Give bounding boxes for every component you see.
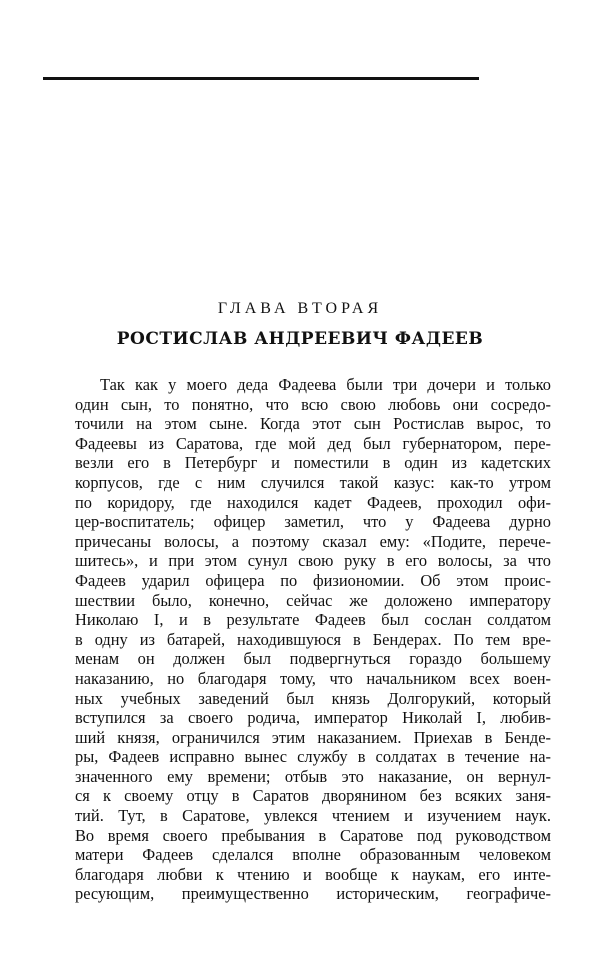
chapter-number-heading: ГЛАВА ВТОРАЯ <box>217 300 383 317</box>
text-line: причесаны волосы, а поэтому сказал ему: «Подите, перече- <box>75 531 551 551</box>
text-line: ры, Фадеев исправно вынес службу в солдатах в течение на- <box>75 747 551 767</box>
text-line: в одну из батарей, находившуюся в Бендерах. По тем вре- <box>75 629 551 649</box>
text-line: Во время своего пребывания в Саратове под руководством <box>75 825 551 845</box>
text-line: вступился за своего родича, император Николай I, любив- <box>75 708 551 728</box>
text-line: Так как у моего деда Фадеева были три дочери и только <box>100 375 551 394</box>
text-line: точили на этом сыне. Когда этот сын Ростислав вырос, то <box>75 414 551 434</box>
text-line: один сын, то понятно, что всю свою любовь они сосредо- <box>75 394 551 414</box>
text-line: Фадеевы из Саратова, где мой дед был губернатором, пере- <box>75 433 551 453</box>
text-line: шествии было, конечно, сейчас же доложено императору <box>75 590 551 610</box>
text-line: корпусов, где с ним случился такой казус: как-то утром <box>75 472 551 492</box>
text-line: наказанию, но благодаря тому, что начальником всех воен- <box>75 668 551 688</box>
text-line: по коридору, где находился кадет Фадеев, проходил офи- <box>75 492 551 512</box>
text-line: матери Фадеев сделался вполне образованным человеком <box>75 845 551 865</box>
text-line: менам он должен был подвергнуться гораздо большему <box>75 649 551 669</box>
header-rule <box>43 77 479 80</box>
chapter-title-heading: РОСТИСЛАВ АНДРЕЕВИЧ ФАДЕЕВ <box>116 329 484 349</box>
text-line: ший князя, ограничился этим наказанием. Приехав в Бенде- <box>75 727 551 747</box>
text-line: значенного ему времени; отбыв это наказание, он вернул- <box>75 766 551 786</box>
text-line: везли его в Петербург и поместили в один из кадетских <box>75 453 551 473</box>
text-line: цер-воспитатель; офицер заметил, что у Фадеева дурно <box>75 512 551 532</box>
text-line: Николаю I, и в результате Фадеев был сослан солдатом <box>75 610 551 630</box>
text-line: ся к своему отцу в Саратов дворянином без всяких заня- <box>75 786 551 806</box>
text-line: шитесь», и при этом сунул свою руку в его волосы, за что <box>75 551 551 571</box>
text-line: тий. Тут, в Саратове, увлекся чтением и изучением наук. <box>75 806 551 826</box>
chapter-body-paragraph <box>75 375 551 904</box>
text-line: ных учебных заведений был князь Долгорукий, который <box>75 688 551 708</box>
text-line: благодаря любви к чтению и вообще к наукам, его инте- <box>75 864 551 884</box>
text-line: Фадеев ударил офицера по физиономии. Об этом проис- <box>75 570 551 590</box>
text-line: ресующим, преимущественно историческим, географиче- <box>75 884 551 904</box>
